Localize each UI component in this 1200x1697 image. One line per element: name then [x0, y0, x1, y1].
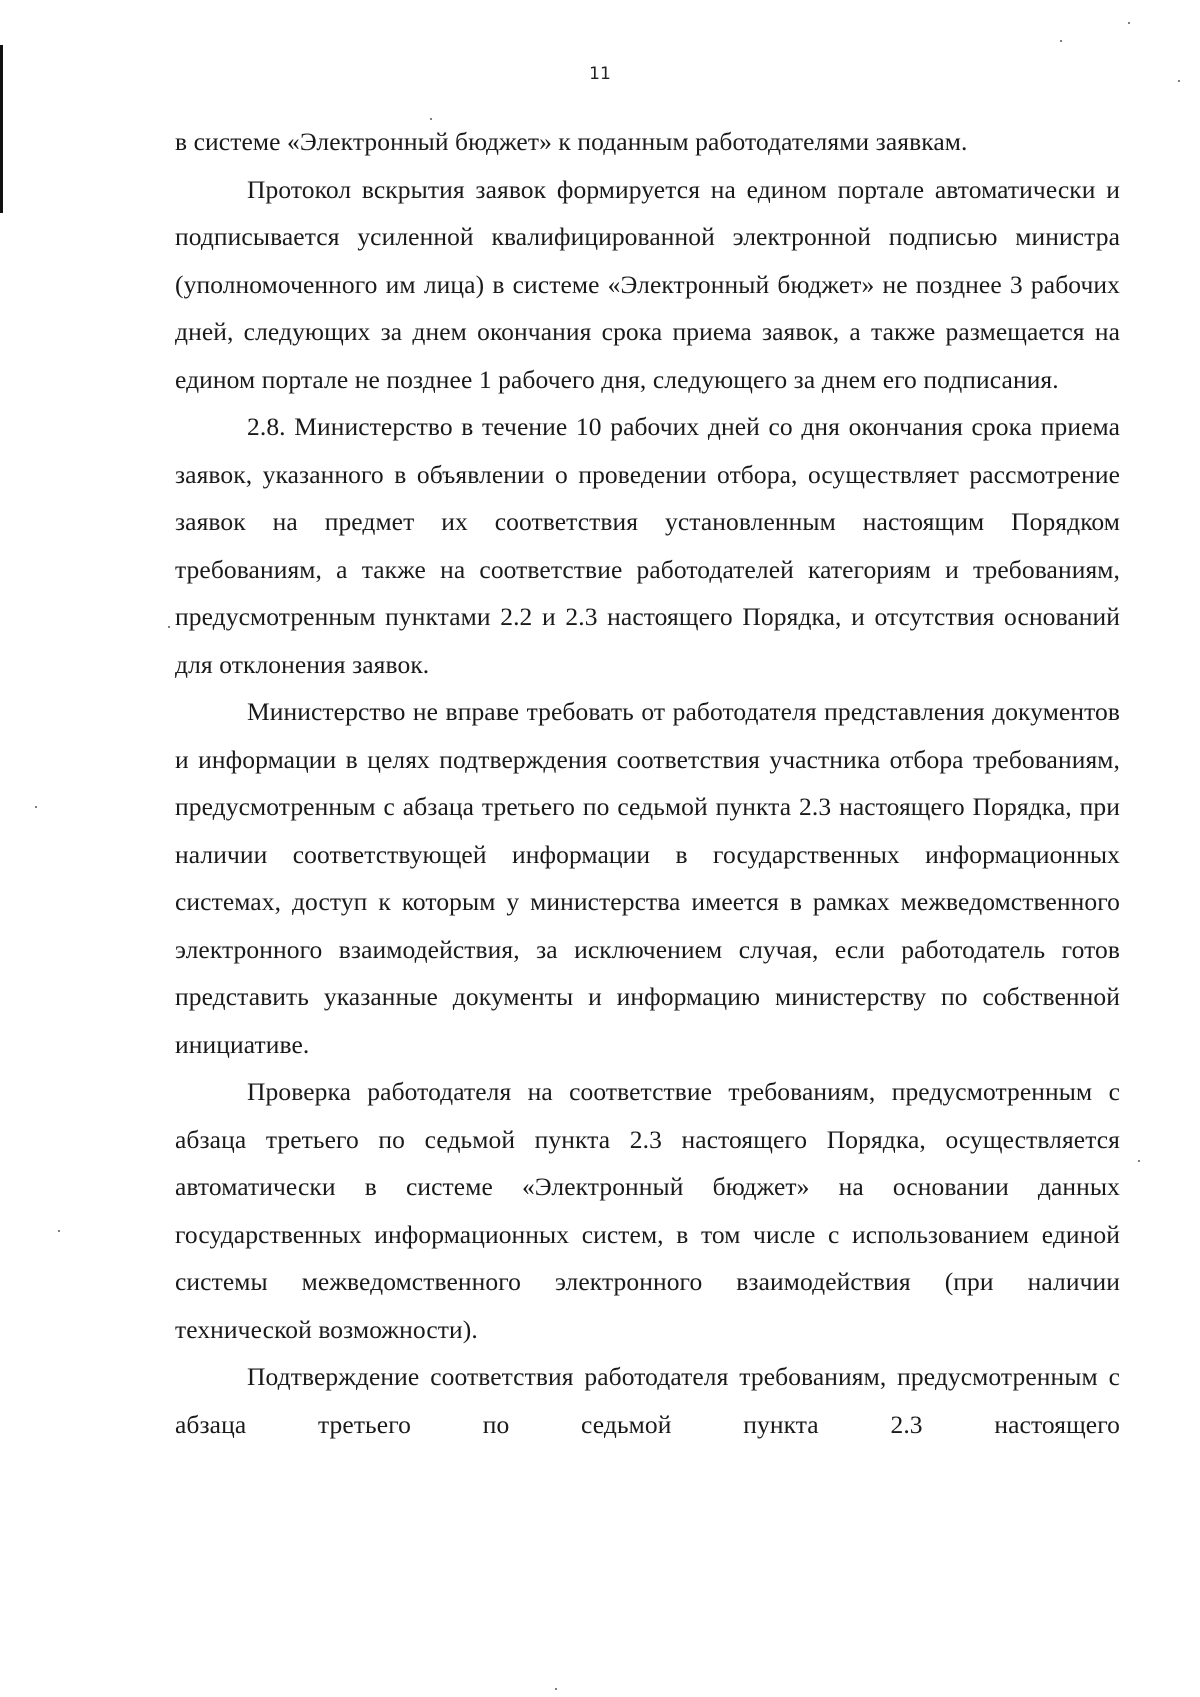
paragraph-confirmation: Подтверждение соответствия работодателя требованиям, предусмотренным с абзаца третьего по седьмой пункта 2.3 настоящего: [175, 1362, 1120, 1439]
scan-speck: [58, 1230, 60, 1232]
paragraph-opening-protocol: Протокол вскрытия заявок формируется на едином портале автоматически и подписывается усиленной квалифицированной электронной подписью министра (уполномоченного им лица) в системе «Электронный бюджет» не позднее 3 рабочих дней, следующих за днем окончания срока приема заявок, а также размещается на едином портале не позднее 1 рабочего дня, следующего за днем его подписания.: [175, 174, 1120, 394]
scan-speck: [430, 118, 432, 120]
document-body: [175, 118, 1120, 1448]
scan-speck: [1178, 80, 1180, 82]
scan-speck: [555, 1688, 557, 1690]
scan-speck: [35, 806, 37, 808]
scan-speck: [1128, 22, 1130, 24]
paragraph-continuation: в системе «Электронный бюджет» к поданным работодателями заявкам.: [175, 127, 968, 156]
scan-speck: [1060, 40, 1062, 42]
scan-speck: [1138, 1160, 1140, 1162]
paragraph-employer-check: Проверка работодателя на соответствие требованиям, предусмотренным с абзаца третьего по седьмой пункта 2.3 настоящего Порядка, осуществляется автоматически в системе «Электронный бюджет» на основании данных государственных информационных систем, в том числе с использованием единой системы межведомственного электронного взаимодействия (при наличии технической возможности).: [175, 1077, 1120, 1344]
paragraph-2-8: 2.8. Министерство в течение 10 рабочих дней со дня окончания срока приема заявок, указанного в объявлении о проведении отбора, осуществляет рассмотрение заявок на предмет их соответствия установленным настоящим Порядком требованиям, а также на соответствие работодателей категориям и требованиям, предусмотренным пунктами 2.2 и 2.3 настоящего Порядка, и отсутствия оснований для отклонения заявок.: [175, 412, 1120, 679]
scan-speck: [168, 626, 170, 628]
page-number: 11: [589, 64, 611, 84]
paragraph-ministry-documents: Министерство не вправе требовать от работодателя представления документов и информации в целях подтверждения соответствия участника отбора требованиям, предусмотренным с абзаца третьего по седьмой пункта 2.3 настоящего Порядка, при наличии соответствующей информации в государственных информационных системах, доступ к которым у министерства имеется в рамках межведомственного электронного взаимодействия, за исключением случая, если работодатель готов представить указанные документы и информацию министерству по собственной инициативе.: [175, 697, 1120, 1059]
